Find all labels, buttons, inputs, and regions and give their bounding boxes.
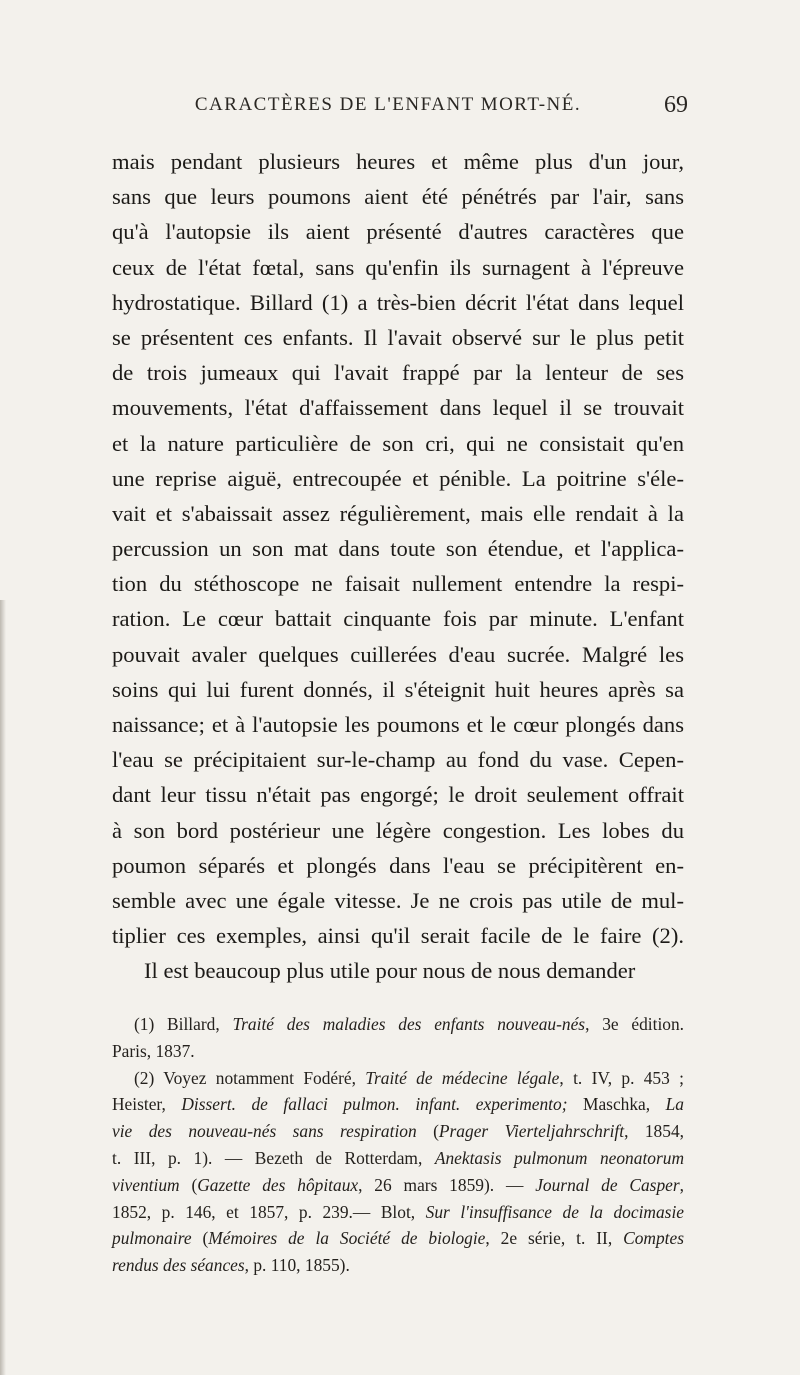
body-line: semble avec une égale vitesse. Je ne crois pas utile de mul- (112, 887, 684, 913)
footnote-2-line: rendus des séances, p. 110, 1855). (112, 1255, 350, 1276)
body-line: sans que leurs poumons aient été pénétrés par l'air, sans (112, 184, 684, 210)
body-line: Il est beaucoup plus utile pour nous de nous demander (144, 958, 636, 984)
body-line: pouvait avaler quelques cuillerées d'eau sucrée. Malgré les (112, 641, 684, 667)
footnote-2-line: (2) Voyez notamment Fodéré, Traité de médecine légale, t. IV, p. 453 ; (134, 1067, 684, 1088)
body-line: l'eau se précipitaient sur-le-champ au fond du vase. Cepen- (112, 747, 684, 773)
body-line: poumon séparés et plongés dans l'eau se précipitèrent en- (112, 852, 684, 878)
footnote-2-line: vie des nouveau-nés sans respiration (Prager Vierteljahrschrift, 1854, (112, 1121, 684, 1142)
footnote-1-line: (1) Billard, Traité des maladies des enfants nouveau-nés, 3e édition. (134, 1014, 685, 1034)
footnote-2-line: Heister, Dissert. de fallaci pulmon. infant. experimento; Maschka, La (112, 1094, 684, 1115)
footnote-2-line: t. III, p. 1). — Bezeth de Rotterdam, Anektasis pulmonum neonatorum (112, 1147, 685, 1168)
body-line: tion du stéthoscope ne faisait nullement entendre la respi- (112, 571, 684, 597)
body-line: ration. Le cœur battait cinquante fois par minute. L'enfant (112, 606, 684, 632)
body-line: à son bord postérieur une légère congestion. Les lobes du (112, 817, 684, 843)
body-line: de trois jumeaux qui l'avait frappé par la lenteur de ses (112, 360, 684, 386)
running-title: CARACTÈRES DE L'ENFANT MORT-NÉ. (194, 94, 582, 115)
body-line: mais pendant plusieurs heures et même plus d'un jour, (112, 149, 684, 174)
body-line: une reprise aiguë, entrecoupée et pénible. La poitrine s'éle- (112, 465, 684, 491)
body-line: vait et s'abaissait assez régulièrement, mais elle rendait à la (112, 500, 684, 526)
body-line: et la nature particulière de son cri, qui ne consistait qu'en (112, 430, 684, 456)
body-line: ceux de l'état fœtal, sans qu'enfin ils surnagent à l'épreuve (112, 254, 684, 280)
footnotes (112, 1011, 684, 1279)
footnote-2-line: 1852, p. 146, et 1857, p. 239.— Blot, Sur l'insuffisance de la docimasie (112, 1201, 684, 1222)
body-line: percussion un son mat dans toute son étendue, et l'applica- (112, 536, 684, 562)
page-edge-shadow (0, 600, 6, 1375)
page-header (148, 94, 688, 124)
body-text (112, 144, 684, 989)
body-line: tiplier ces exemples, ainsi qu'il serait facile de le faire (2). (112, 923, 684, 949)
body-line: soins qui lui furent donnés, il s'éteignit huit heures après sa (112, 676, 684, 702)
body-line: mouvements, l'état d'affaissement dans lequel il se trouvait (112, 395, 684, 421)
footnote-2-line: viventium (Gazette des hôpitaux, 26 mars 1859). — Journal de Casper, (112, 1174, 684, 1195)
body-line: dant leur tissu n'était pas engorgé; le droit seulement offrait (112, 782, 684, 808)
body-line: qu'à l'autopsie ils aient présenté d'autres caractères que (112, 219, 684, 245)
page-number: 69 (664, 92, 688, 118)
body-line: se présentent ces enfants. Il l'avait observé sur le plus petit (112, 324, 684, 350)
footnote-1-line: Paris, 1837. (112, 1040, 195, 1061)
footnote-2-line: pulmonaire (Mémoires de la Société de biologie, 2e série, t. II, Comptes (112, 1228, 684, 1249)
body-line: naissance; et à l'autopsie les poumons et le cœur plongés dans (112, 712, 684, 737)
body-line: hydrostatique. Billard (1) a très-bien décrit l'état dans lequel (112, 289, 684, 315)
